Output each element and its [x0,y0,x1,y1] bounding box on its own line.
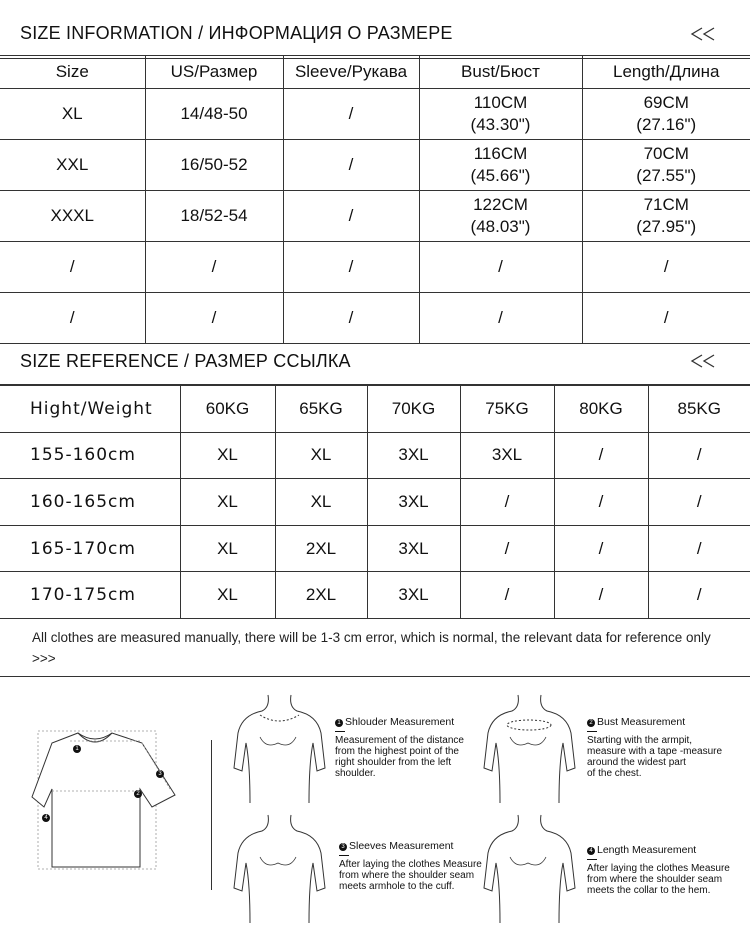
table-row [0,191,750,242]
double-chevron-left-icon [690,354,718,368]
bust-in: (48.03") [470,217,531,236]
measurement-illustrations [0,678,750,943]
size-cell: / [648,432,750,479]
size-cell: / [554,525,648,572]
size-cell: 2XL [275,572,367,619]
header-weight: 85KG [648,386,750,433]
height-cell: 155-160cm [0,432,180,479]
size-cell: 3XL [367,479,460,526]
bust-cell [419,89,582,140]
size-cell: XL [180,479,275,526]
length-figure-icon [482,813,577,923]
length-in: (27.95") [636,217,697,236]
header-bust: Bust/Бюст [419,56,582,89]
size-information-header [0,9,750,59]
size-cell: 2XL [275,525,367,572]
table-header-row [0,386,750,433]
table-row [0,479,750,526]
bust-title: Bust Measurement [597,716,686,728]
header-height-weight: Hight/Weight [0,386,180,433]
size-cell: XL [275,432,367,479]
caption-rule [587,731,597,732]
size-cell: 3XL [367,572,460,619]
height-cell: 160-165cm [0,479,180,526]
size-cell: / [554,572,648,619]
bust-number: 2 [587,719,595,727]
size-reference-table [0,385,750,619]
size-cell: / [648,479,750,526]
length-cm: 71CM [643,195,689,214]
shoulder-number: 1 [335,719,343,727]
caption-line: shoulder. [335,768,376,779]
bust-cell: / [419,293,582,344]
marker-shoulder: 1 [73,745,81,753]
size-cell: XL [180,525,275,572]
header-size: Size [0,56,145,89]
size-cell: 3XL [367,432,460,479]
caption-line: right shoulder from the left [335,757,452,768]
length-in: (27.16") [636,115,697,134]
length-title: Length Measurement [597,844,697,856]
length-cell [582,140,750,191]
us-cell: / [145,293,283,344]
sleeves-caption [339,841,484,892]
size-cell: XXL [0,140,145,191]
shoulder-caption [335,717,475,779]
caption-line: measure with a tape -measure [587,746,723,757]
header-weight: 80KG [554,386,648,433]
size-reference-title: SIZE REFERENCE / РАЗМЕР ССЫЛКА [20,350,351,371]
caption-rule [335,731,345,732]
bust-cm: 122CM [473,195,528,214]
header-weight: 60KG [180,386,275,433]
sleeves-number: 3 [339,843,347,851]
size-cell: / [0,242,145,293]
size-cell: / [460,572,554,619]
bust-in: (45.66") [470,166,531,185]
size-cell: / [648,572,750,619]
caption-line: After laying the clothes Measure [339,859,482,870]
sleeves-figure-icon [232,813,327,923]
length-cell [582,191,750,242]
size-cell: XL [180,432,275,479]
bust-caption [587,717,737,779]
size-cell: XL [275,479,367,526]
header-weight: 70KG [367,386,460,433]
length-cell: / [582,242,750,293]
sleeve-cell: / [283,242,419,293]
caption-line: from where the shoulder seam [339,870,475,881]
sleeves-title: Sleeves Measurement [349,840,454,852]
marker-length: 4 [42,814,50,822]
height-cell: 165-170cm [0,525,180,572]
caption-rule [339,855,349,856]
table-row [0,432,750,479]
header-us: US/Размер [145,56,283,89]
size-cell: / [460,525,554,572]
size-cell: / [0,293,145,344]
table-row [0,572,750,619]
table-row [0,89,750,140]
double-chevron-left-icon [690,27,718,41]
us-cell: 16/50-52 [145,140,283,191]
length-cell [582,89,750,140]
size-cell: / [460,479,554,526]
bust-cm: 116CM [473,144,528,163]
bust-cell: / [419,242,582,293]
sleeve-cell: / [283,89,419,140]
header-weight: 65KG [275,386,367,433]
caption-line: Measurement of the distance [335,735,464,746]
size-cell: / [554,479,648,526]
table-header-row [0,56,750,89]
header-length: Length/Длина [582,56,750,89]
size-cell: XL [0,89,145,140]
length-caption [587,845,737,896]
size-cell: 3XL [367,525,460,572]
length-cm: 69CM [643,93,689,112]
length-in: (27.55") [636,166,697,185]
size-cell: XL [180,572,275,619]
sleeve-cell: / [283,191,419,242]
table-row [0,242,750,293]
size-cell: / [648,525,750,572]
caption-line: from where the shoulder seam [587,874,723,885]
table-row [0,140,750,191]
table-row [0,525,750,572]
bust-figure-icon [482,693,577,803]
length-cm: 70CM [643,144,689,163]
caption-line: After laying the clothes Measure [587,863,730,874]
sleeve-cell: / [283,293,419,344]
measurement-note: All clothes are measured manually, there will be 1-3 cm error, which is normal, the relevant data for reference only >>> [0,617,750,677]
caption-line: meets the collar to the hem. [587,885,711,896]
size-cell: / [554,432,648,479]
caption-line: from the highest point of the [335,746,459,757]
us-cell: / [145,242,283,293]
marker-sleeves: 3 [156,770,164,778]
caption-line: Starting with the armpit, [587,735,693,746]
bust-cell [419,140,582,191]
shoulder-title: Shlouder Measurement [345,716,455,728]
us-cell: 14/48-50 [145,89,283,140]
length-cell: / [582,293,750,344]
size-cell: XXXL [0,191,145,242]
caption-line: of the chest. [587,768,642,779]
size-reference-header [0,338,750,385]
caption-line: around the widest part [587,757,686,768]
tshirt-diagram-icon [30,723,185,873]
header-weight: 75KG [460,386,554,433]
caption-rule [587,859,597,860]
length-number: 4 [587,847,595,855]
height-cell: 170-175cm [0,572,180,619]
marker-bust: 2 [134,790,142,798]
size-information-title: SIZE INFORMATION / ИНФОРМАЦИЯ О РАЗМЕРЕ [20,23,453,43]
bust-in: (43.30") [470,115,531,134]
caption-line: meets armhole to the cuff. [339,881,455,892]
us-cell: 18/52-54 [145,191,283,242]
bust-cm: 110CM [473,93,528,112]
sleeve-cell: / [283,140,419,191]
table-row [0,293,750,344]
size-cell: 3XL [460,432,554,479]
divider [211,740,212,890]
header-sleeve: Sleeve/Рукава [283,56,419,89]
size-information-table [0,55,750,344]
bust-cell [419,191,582,242]
shoulder-figure-icon [232,693,327,803]
